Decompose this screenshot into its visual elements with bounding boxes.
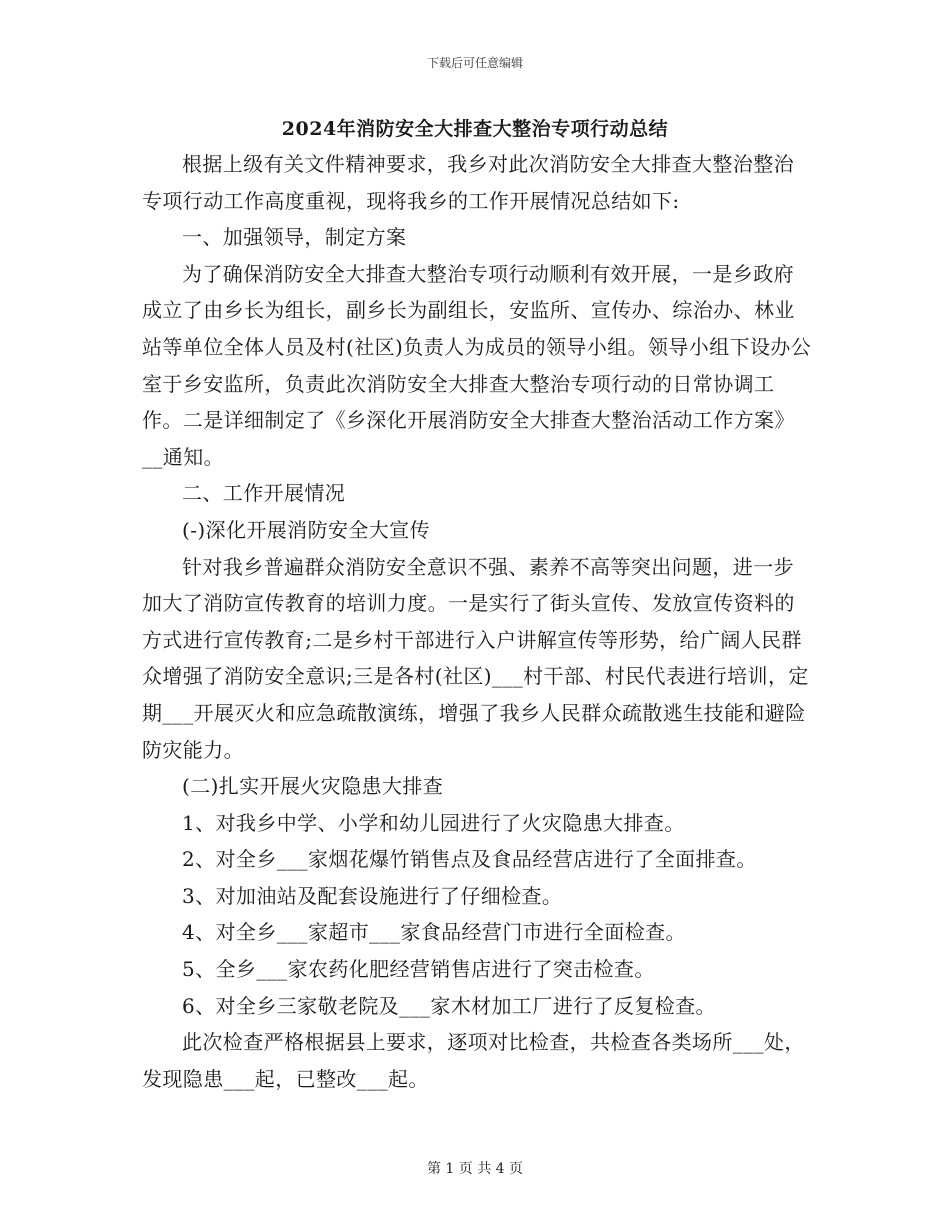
page-number: 第 1 页 共 4 页 — [426, 1161, 524, 1177]
document-body — [142, 146, 814, 1097]
publicity-paragraph: 针对我乡普遍群众消防安全意识不强、素养不高等突出问题，进一步加大了消防宣传教育的培训力度。一是实行了街头宣传、发放宣传资料的方式进行宣传教育;二是乡村干部进行入户讲解宣传等形势，给广阔人民群众增强了消防安全意识;三是各村(社区)___村干部、村民代表进行培训，定期___开展灭火和应急疏散演练，增强了我乡人民群众疏散逃生技能和避险防灾能力。 — [142, 554, 809, 762]
list-item: 5、全乡___家农药化肥经营销售店进行了突击检查。 — [182, 957, 655, 982]
document-title: 2024年消防安全大排查大整治专项行动总结 — [281, 118, 669, 140]
list-item: 6、对全乡三家敬老院及___家木材加工厂进行了反复检查。 — [182, 993, 716, 1018]
section-heading-2: 二、工作开展情况 — [182, 481, 346, 506]
list-item: 3、对加油站及配套设施进行了仔细检查。 — [182, 883, 563, 908]
leadership-paragraph: 为了确保消防安全大排查大整治专项行动顺利有效开展，一是乡政府成立了由乡长为组长，副乡长为副组长，安监所、宣传办、综治办、林业站等单位全体人员及村(社区)负责人为成员的领导小组。领导小组下设办公室于乡安监所，负责此次消防安全大排查大整治专项行动的日常协调工作。二是详细制定了《乡深化开展消防安全大排查大整治活动工作方案》__通知。 — [142, 261, 812, 469]
subsection-heading-1: (-)深化开展消防安全大宣传 — [182, 517, 430, 542]
subsection-heading-2: (二)扎实开展火灾隐患大排查 — [182, 774, 444, 799]
list-item: 1、对我乡中学、小学和幼儿园进行了火灾隐患大排查。 — [182, 810, 685, 835]
list-item: 4、对全乡___家超市___家食品经营门市进行全面检查。 — [182, 920, 686, 945]
intro-paragraph: 根据上级有关文件精神要求，我乡对此次消防安全大排查大整治整治专项行动工作高度重视，现将我乡的工作开展情况总结如下: — [142, 152, 794, 213]
list-item: 2、对全乡___家烟花爆竹销售点及食品经营店进行了全面排查。 — [182, 847, 757, 872]
section-heading-1: 一、加强领导，制定方案 — [182, 225, 407, 250]
header-note: 下载后可任意编辑 — [426, 56, 523, 70]
summary-paragraph: 此次检查严格根据县上要求，逐项对比检查，共检查各类场所___处，发现隐患___起，已整改___起。 — [142, 1030, 805, 1091]
